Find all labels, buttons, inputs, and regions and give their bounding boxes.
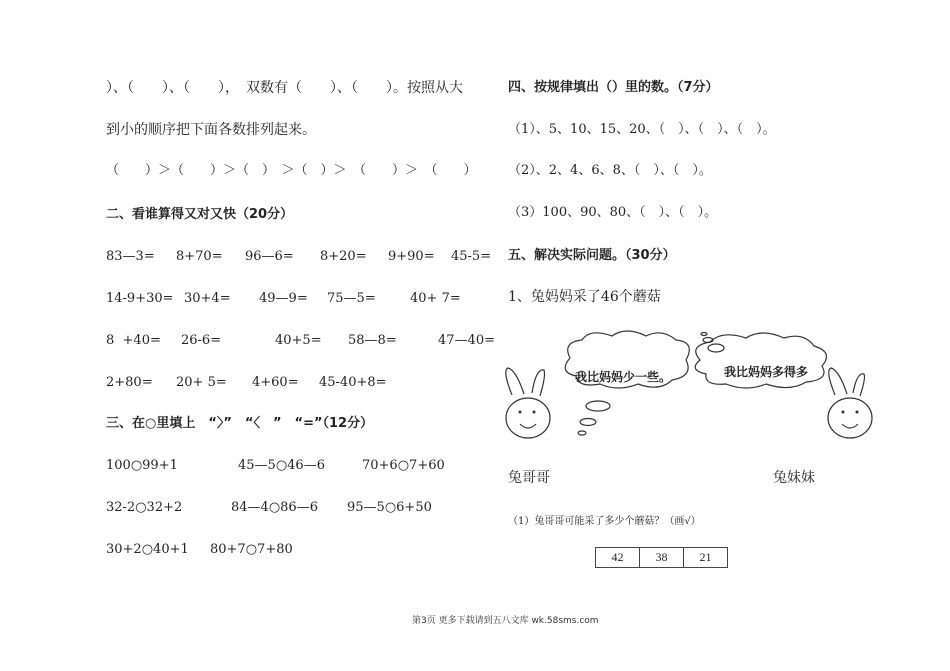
compare-item: 80+7○7+80 — [210, 542, 293, 557]
calc-item: 75—5= — [327, 291, 376, 306]
choice-cell[interactable]: 21 — [684, 548, 728, 568]
calc-item: 4+60= — [252, 375, 299, 390]
choice-table — [595, 547, 728, 568]
calc-item: 8 +40= — [106, 333, 161, 348]
calc-item: 96—6= — [245, 249, 294, 264]
rabbit-name-left: 兔哥哥 — [508, 470, 550, 486]
calc-item: 8+20= — [320, 249, 367, 264]
calc-item: 26-6= — [181, 333, 222, 348]
calc-item: 58—8= — [348, 333, 397, 348]
compare-item: 45—5○46—6 — [238, 458, 325, 473]
problem-1: 1、兔妈妈采了46个蘑菇 — [508, 289, 661, 305]
bubble-right-text: 我比妈妈多得多 — [724, 365, 809, 379]
intro-line-2: 到小的顺序把下面各数排列起来。 — [106, 122, 316, 138]
calc-item: 83—3= — [106, 249, 155, 264]
section-5-title: 五、解决实际问题。（30分） — [508, 248, 676, 263]
calc-item: 9+90= — [388, 249, 435, 264]
calc-item: 40+ 7= — [410, 291, 461, 306]
compare-item: 95—5○6+50 — [347, 500, 432, 515]
pattern-line: （1）、5、10、15、20、（ ）、（ ）、（ ）。 — [508, 122, 776, 137]
calc-item: 45-40+8= — [319, 375, 387, 390]
compare-item: 100○99+1 — [106, 458, 178, 473]
calc-item: 45-5= — [451, 249, 492, 264]
calc-item: 30+4= — [184, 291, 231, 306]
compare-item: 30+2○40+1 — [106, 542, 189, 557]
intro-line-1: ）、（ ）、（ ）， 双数有（ ）、（ ）。按照从大 — [106, 80, 463, 96]
section-2-title: 二、看谁算得又对又快（20分） — [106, 207, 294, 222]
page-footer: 第3页 更多下载请到五八文库 wk.58sms.com — [412, 616, 599, 626]
calc-item: 49—9= — [259, 291, 308, 306]
choice-cell[interactable]: 42 — [596, 548, 640, 568]
calc-item: 2+80= — [106, 375, 153, 390]
calc-item: 14-9+30= — [106, 291, 174, 306]
compare-item: 84—4○86—6 — [231, 500, 318, 515]
pattern-line: （2）、2、4、6、8、（ ）、（ ）。 — [508, 163, 712, 178]
rabbit-name-right: 兔妹妹 — [773, 470, 815, 486]
calc-item: 8+70= — [176, 249, 223, 264]
section-4-title: 四、按规律填出（）里的数。（7分） — [508, 80, 719, 95]
section-3-title: 三、在○里填上 “〉” “〈 ” “=”（12分） — [106, 416, 374, 431]
compare-item: 32-2○32+2 — [106, 500, 183, 515]
choice-cell[interactable]: 38 — [640, 548, 684, 568]
pattern-line: （3）100、90、80、（ ）、（ ）。 — [508, 205, 718, 220]
calc-item: 40+5= — [275, 333, 322, 348]
calc-item: 47—40= — [438, 333, 495, 348]
order-line: （ ）＞（ ）＞（ ） ＞（ ）＞ （ ）＞ （ ） — [106, 163, 477, 178]
question-1: （1）兔哥哥可能采了多少个蘑菇？（画√） — [508, 516, 701, 527]
compare-item: 70+6○7+60 — [362, 458, 445, 473]
bubble-left-text: 我比妈妈少一些。 — [575, 370, 672, 384]
calc-item: 20+ 5= — [176, 375, 227, 390]
rabbit-illustration — [500, 330, 880, 460]
